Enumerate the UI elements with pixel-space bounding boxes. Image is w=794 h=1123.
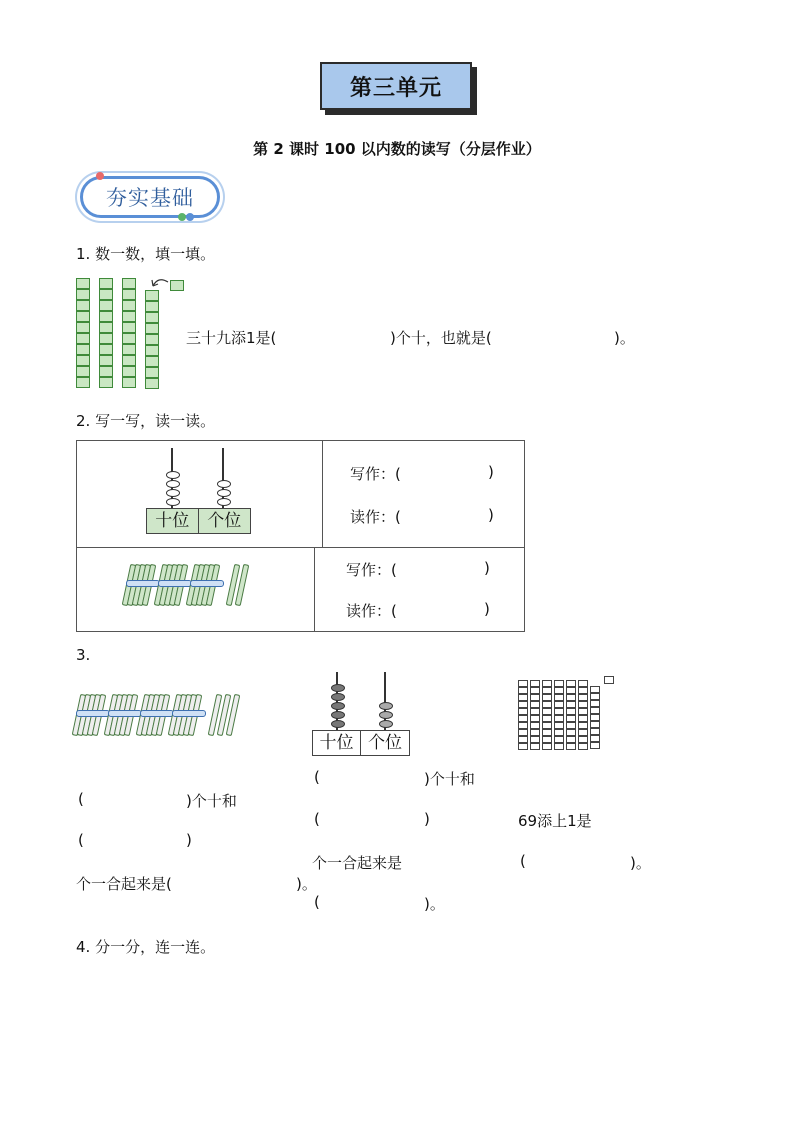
- cube: [518, 680, 528, 687]
- q2-row1-write-close: ): [488, 463, 494, 481]
- question-3-prompt: 3.: [76, 646, 91, 664]
- q3a-blank-ones[interactable]: [88, 829, 184, 851]
- ten-rod: [554, 680, 564, 750]
- cube: [76, 366, 90, 377]
- cube: [554, 743, 564, 750]
- question-4-prompt: 4. 分一分，连一连。: [76, 938, 216, 956]
- cube: [518, 722, 528, 729]
- ten-rod: [99, 278, 113, 388]
- abacus-tens-label: 十位: [147, 509, 199, 533]
- ten-rod: [518, 680, 528, 750]
- unit-title: 第三单元: [349, 75, 442, 101]
- arrow-icon: [150, 274, 172, 288]
- cube: [76, 289, 90, 300]
- cube: [145, 301, 159, 312]
- stick-bundle: [76, 690, 106, 740]
- abacus-ones-label: 个位: [368, 733, 402, 753]
- q1-text-b: )个十，也就是(: [390, 329, 492, 347]
- cube: [122, 355, 136, 366]
- cube: [518, 743, 528, 750]
- q1-text-c: )。: [614, 329, 635, 347]
- q3b-line4-open: (: [314, 893, 320, 911]
- section-badge: [80, 176, 220, 218]
- cube: [578, 701, 588, 708]
- ten-rod: [122, 278, 136, 388]
- cube: [542, 736, 552, 743]
- q3c-line2-open: (: [520, 852, 526, 870]
- q3a-blank-tens[interactable]: [88, 788, 184, 810]
- cube: [76, 311, 90, 322]
- cube: [145, 323, 159, 334]
- q3b-blank-tens[interactable]: [324, 766, 420, 788]
- cube: [566, 708, 576, 715]
- abacus-bead: [217, 498, 231, 506]
- cube: [530, 701, 540, 708]
- abacus-bead: [331, 711, 345, 719]
- cube: [76, 333, 90, 344]
- cube: [145, 378, 159, 389]
- cube: [554, 701, 564, 708]
- abacus-bead: [166, 480, 180, 488]
- cube: [590, 735, 600, 742]
- decor-dot: [96, 172, 104, 180]
- decor-dot: [186, 213, 194, 221]
- cube: [542, 729, 552, 736]
- cube: [122, 278, 136, 289]
- cube: [76, 377, 90, 388]
- cube: [542, 680, 552, 687]
- abacus-tens-label: 十位: [313, 731, 361, 755]
- cube: [76, 355, 90, 366]
- cube: [590, 686, 600, 693]
- q3c-blank[interactable]: [530, 850, 628, 872]
- cube: [566, 701, 576, 708]
- cube: [578, 722, 588, 729]
- cube: [590, 693, 600, 700]
- cube: [99, 366, 113, 377]
- q3c-line2-close: )。: [630, 854, 651, 872]
- cube: [530, 694, 540, 701]
- cube: [122, 344, 136, 355]
- cube: [99, 311, 113, 322]
- cube: [578, 680, 588, 687]
- q3a-line1-open: (: [78, 790, 84, 808]
- cube: [542, 687, 552, 694]
- bundle-tie: [76, 710, 110, 717]
- ten-rod: [578, 680, 588, 750]
- cube: [554, 715, 564, 722]
- cube: [530, 729, 540, 736]
- cube: [542, 708, 552, 715]
- cube: [566, 694, 576, 701]
- cube: [566, 687, 576, 694]
- abacus-bead: [379, 702, 393, 710]
- cube: [554, 694, 564, 701]
- abacus-bead: [166, 471, 180, 479]
- cube: [122, 289, 136, 300]
- cube: [578, 687, 588, 694]
- q2-row1-write-label: 写作：(: [350, 465, 401, 483]
- q3b-line1-text: )个十和: [424, 770, 475, 788]
- cube: [99, 333, 113, 344]
- cube: [518, 715, 528, 722]
- cube: [530, 722, 540, 729]
- cube: [518, 736, 528, 743]
- cube: [578, 743, 588, 750]
- q1-text-a: 三十九添1是(: [186, 329, 277, 347]
- cube: [122, 333, 136, 344]
- cube: [542, 722, 552, 729]
- cube: [578, 736, 588, 743]
- cube: [554, 687, 564, 694]
- cube: [518, 694, 528, 701]
- q2-row2-write-close: ): [484, 559, 490, 577]
- cube-ten-rods: [76, 278, 196, 398]
- abacus-bead: [217, 480, 231, 488]
- decor-dot: [178, 213, 186, 221]
- cube: [530, 687, 540, 694]
- cube: [122, 300, 136, 311]
- q3b-line3-text: 个一合起来是: [312, 854, 403, 872]
- q2-abacus: [146, 448, 252, 538]
- cube: [590, 742, 600, 749]
- cube: [99, 355, 113, 366]
- nine-cube-rod: [145, 290, 159, 389]
- cube: [76, 344, 90, 355]
- cube: [99, 377, 113, 388]
- cube: [145, 334, 159, 345]
- cube: [566, 722, 576, 729]
- stick-bundle: [140, 690, 170, 740]
- stick-bundle: [126, 560, 156, 610]
- cube: [590, 714, 600, 721]
- section-label: 夯实基础: [106, 186, 194, 210]
- cube: [530, 743, 540, 750]
- stick-bundle: [190, 560, 220, 610]
- abacus-bead: [379, 720, 393, 728]
- q3b-line4-close: )。: [424, 895, 445, 913]
- ten-rod: [590, 686, 600, 749]
- cube: [590, 700, 600, 707]
- q3b-blank-total[interactable]: [324, 891, 420, 913]
- stick-bundle: [172, 690, 202, 740]
- cube: [566, 715, 576, 722]
- abacus-bead: [166, 498, 180, 506]
- cube: [554, 736, 564, 743]
- abacus-bead: [331, 720, 345, 728]
- stick-bundle: [108, 690, 138, 740]
- cube: [542, 701, 552, 708]
- cube: [76, 278, 90, 289]
- cube: [145, 367, 159, 378]
- q2-row1-read-close: ): [488, 506, 494, 524]
- cube: [578, 729, 588, 736]
- abacus-bead: [331, 693, 345, 701]
- q2-row1-read-blank[interactable]: [416, 504, 486, 526]
- cube: [590, 707, 600, 714]
- abacus-bead: [166, 489, 180, 497]
- cube: [578, 715, 588, 722]
- q3a-line3-close: )。: [296, 875, 317, 893]
- q2-row2-write-blank[interactable]: [412, 557, 482, 579]
- ten-rod: [76, 278, 90, 388]
- ten-rod: [530, 680, 540, 750]
- cube: [145, 345, 159, 356]
- abacus-bead: [379, 711, 393, 719]
- stick-bundle: [158, 560, 188, 610]
- bundle-tie: [190, 580, 224, 587]
- q3a-blank-total[interactable]: [196, 871, 294, 893]
- q3a-line2-close: ): [186, 831, 192, 849]
- cube: [530, 708, 540, 715]
- cube: [566, 680, 576, 687]
- ten-rod: [566, 680, 576, 750]
- q2-row1-read-label: 读作：(: [350, 508, 401, 526]
- q3a-line1-text: )个十和: [186, 792, 237, 810]
- cube: [145, 312, 159, 323]
- q3b-abacus: [312, 672, 412, 758]
- cube: [518, 708, 528, 715]
- cube: [99, 344, 113, 355]
- q3b-blank-ones[interactable]: [324, 808, 420, 830]
- cube: [530, 715, 540, 722]
- q2-row1-write-blank[interactable]: [416, 461, 486, 483]
- unit-title-banner: [320, 62, 472, 110]
- q3c-cube-rods: [518, 676, 618, 756]
- cube: [530, 680, 540, 687]
- bundle-tie: [140, 710, 174, 717]
- q3b-line2-close: ): [424, 810, 430, 828]
- q3a-line3-text: 个一合起来是(: [76, 875, 172, 893]
- cube: [99, 300, 113, 311]
- cube: [76, 322, 90, 333]
- q3b-line1-open: (: [314, 768, 320, 786]
- bundle-tie: [126, 580, 160, 587]
- cube: [145, 290, 159, 301]
- q2-stick-bundles: [126, 560, 276, 614]
- cube: [554, 729, 564, 736]
- cube: [99, 322, 113, 333]
- bundle-tie: [108, 710, 142, 717]
- cube: [542, 743, 552, 750]
- cube: [554, 708, 564, 715]
- cube: [122, 311, 136, 322]
- bundle-tie: [172, 710, 206, 717]
- q2-row2-read-blank[interactable]: [412, 598, 482, 620]
- abacus-bead: [331, 702, 345, 710]
- cube: [76, 300, 90, 311]
- cube: [566, 736, 576, 743]
- cube: [122, 377, 136, 388]
- q2-row2-read-close: ): [484, 600, 490, 618]
- question-2-prompt: 2. 写一写，读一读。: [76, 412, 216, 430]
- q3a-line2-open: (: [78, 831, 84, 849]
- abacus-bead: [217, 489, 231, 497]
- q3a-stick-bundles: [76, 690, 246, 742]
- cube: [590, 721, 600, 728]
- q1-blank-1[interactable]: [298, 325, 388, 347]
- single-cube: [170, 280, 184, 291]
- cube: [578, 708, 588, 715]
- q2-row2-write-label: 写作：(: [346, 561, 397, 579]
- cube: [122, 322, 136, 333]
- cube: [530, 736, 540, 743]
- cube: [518, 729, 528, 736]
- cube: [99, 289, 113, 300]
- q1-blank-2[interactable]: [522, 325, 612, 347]
- cube: [518, 701, 528, 708]
- cube: [590, 728, 600, 735]
- q2-row2-read-label: 读作：(: [346, 602, 397, 620]
- abacus-ones-label: 个位: [207, 511, 242, 531]
- cube: [578, 694, 588, 701]
- q3c-line1-text: 69添上1是: [518, 812, 592, 830]
- lesson-title: 第 2 课时 100 以内数的读写（分层作业）: [253, 140, 541, 158]
- cube: [554, 722, 564, 729]
- cube: [542, 694, 552, 701]
- question-1-prompt: 1. 数一数，填一填。: [76, 245, 216, 263]
- abacus-bead: [331, 684, 345, 692]
- cube: [99, 278, 113, 289]
- cube: [554, 680, 564, 687]
- cube: [566, 743, 576, 750]
- cube: [518, 687, 528, 694]
- cube: [542, 715, 552, 722]
- cube: [122, 366, 136, 377]
- q3b-line2-open: (: [314, 810, 320, 828]
- bundle-tie: [158, 580, 192, 587]
- ten-rod: [542, 680, 552, 750]
- cube: [145, 356, 159, 367]
- cube: [566, 729, 576, 736]
- single-cube: [604, 676, 614, 684]
